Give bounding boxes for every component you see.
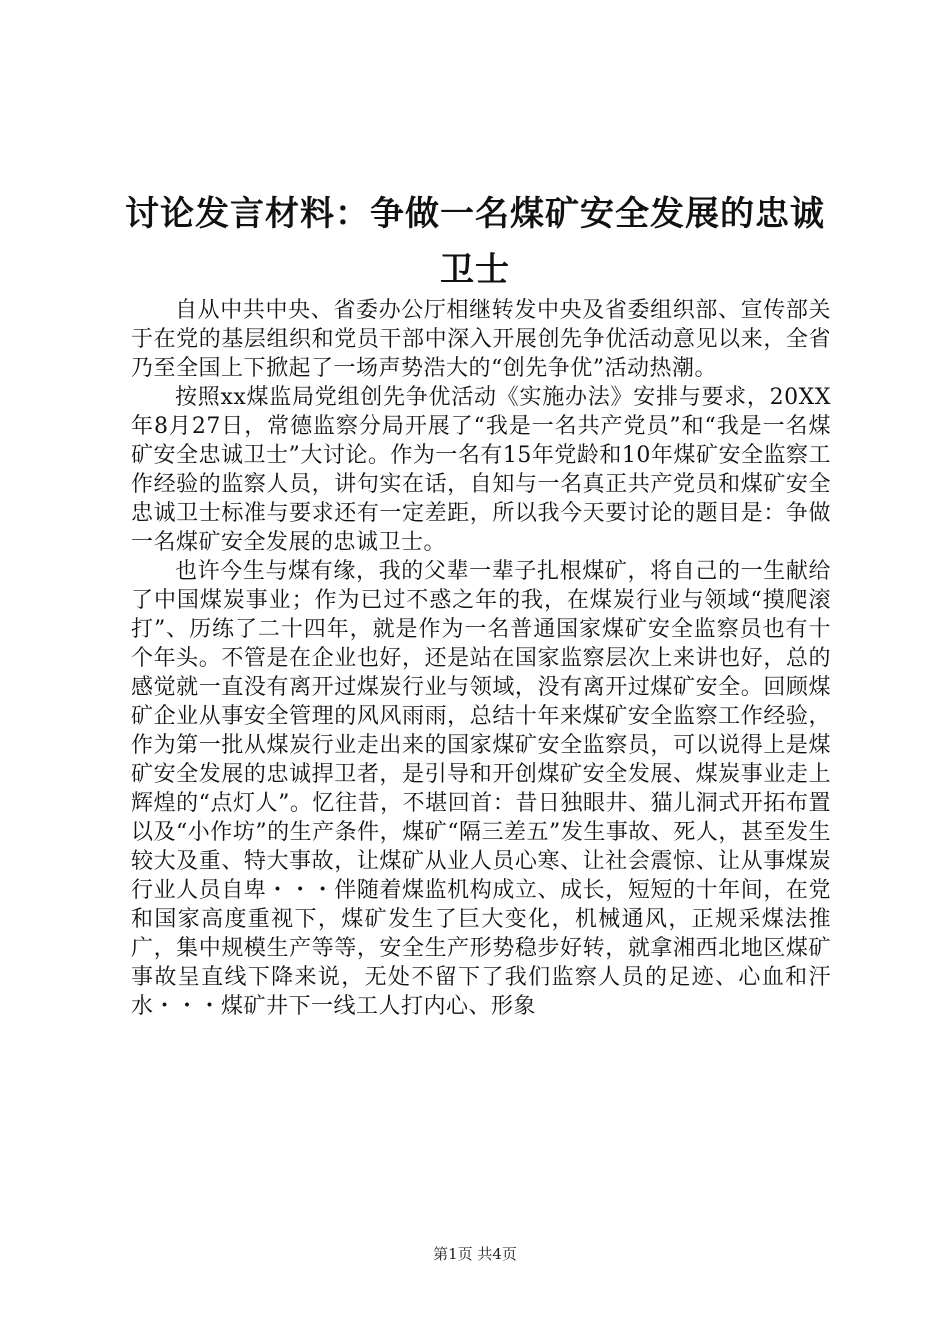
document-title: 讨论发言材料：争做一名煤矿安全发展的忠诚卫士 <box>125 194 825 290</box>
paragraph-2: 按照xx煤监局党组创先争优活动《实施办法》安排与要求，20XX年8月27日，常德监察分局开展了“我是一名共产党员”和“我是一名煤矿安全忠诚卫士”大讨论。作为一名有15年党龄和10年煤矿安全监察工作经验的监察人员，讲句实在话，自知与一名真正共产党员和煤矿安全忠诚卫士标准与要求还有一定差距，所以我今天要讨论的题目是：争做一名煤矿安全发展的忠诚卫士。 <box>131 385 831 555</box>
page-number-footer: 第1页 共4页 <box>433 1245 517 1263</box>
paragraph-3: 也许今生与煤有缘，我的父辈一辈子扎根煤矿，将自己的一生献给了中国煤炭事业；作为已过不惑之年的我，在煤炭行业与领域“摸爬滚打”、历练了二十四年，就是作为一名普通国家煤矿安全监察员也有十个年头。不管是在企业也好，还是站在国家监察层次上来讲也好，总的感觉就一直没有离开过煤炭行业与领域，没有离开过煤矿安全。回顾煤矿企业从事安全管理的风风雨雨，总结十年来煤矿安全监察工作经验，作为第一批从煤炭行业走出来的国家煤矿安全监察员，可以说得上是煤矿安全发展的忠诚捍卫者，是引导和开创煤矿安全发展、煤炭事业走上辉煌的“点灯人”。忆往昔，不堪回首：昔日独眼井、猫儿洞式开拓布置以及“小作坊”的生产条件，煤矿“隔三差五”发生事故、死人，甚至发生较大及重、特大事故，让煤矿从业人员心寒、让社会震惊、让从事煤炭行业人员自卑・・・伴随着煤监机构成立、成长，短短的十年间，在党和国家高度重视下，煤矿发生了巨大变化，机械通风，正规采煤法推广，集中规模生产等等，安全生产形势稳步好转，就拿湘西北地区煤矿事故呈直线下降来说，无处不留下了我们监察人员的足迹、心血和汗水・・・煤矿井下一线工人打内心、形象 <box>131 559 831 1019</box>
document-body <box>131 296 831 1021</box>
paragraph-1: 自从中共中央、省委办公厅相继转发中央及省委组织部、宣传部关于在党的基层组织和党员干部中深入开展创先争优活动意见以来，全省乃至全国上下掀起了一场声势浩大的“创先争优”活动热潮。 <box>131 298 831 381</box>
